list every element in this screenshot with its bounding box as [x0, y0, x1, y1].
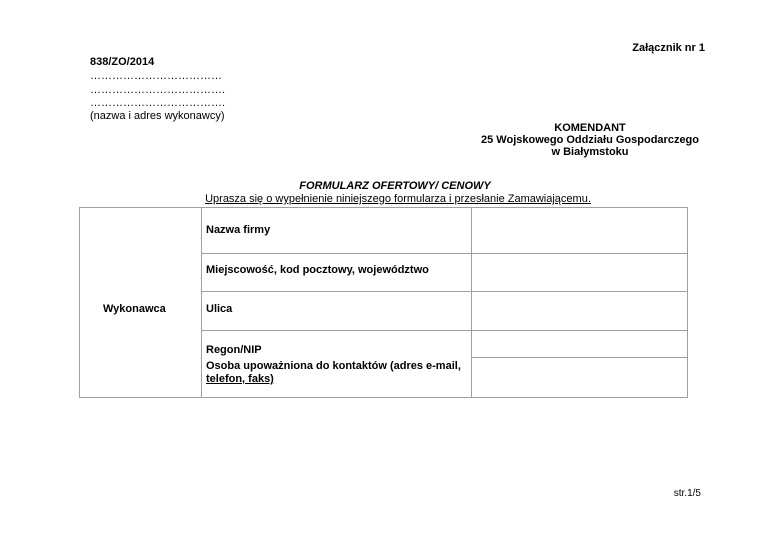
- contractor-label: Wykonawca: [103, 303, 166, 315]
- regon-nip-label: Regon/NIP: [206, 344, 262, 356]
- contractor-note: (nazwa i adres wykonawcy): [90, 110, 225, 122]
- form-instruction: Uprasza się o wypełnienie niniejszego formularza i przesłanie Zamawiającemu.: [205, 193, 591, 205]
- recipient-block: [440, 122, 740, 158]
- page-number: str.1/5: [673, 488, 701, 499]
- reference-number: 838/ZO/2014: [90, 56, 155, 68]
- address-placeholder-line-2: ……………………………….: [90, 84, 226, 96]
- contact-label-line-1: Osoba upoważniona do kontaktów (adres e-mail,: [206, 360, 461, 372]
- address-placeholder-line-1: ………………………………: [90, 70, 222, 82]
- address-placeholder-line-3: ……………………………….: [90, 97, 226, 109]
- table-divider: [201, 330, 688, 331]
- contact-label-line-2: telefon, faks): [206, 373, 274, 385]
- location-label: Miejscowość, kod pocztowy, województwo: [206, 264, 429, 276]
- company-name-label: Nazwa firmy: [206, 224, 271, 236]
- table-divider: [201, 291, 688, 292]
- table-divider: [471, 357, 688, 358]
- table-divider: [201, 208, 202, 397]
- recipient-line-2: 25 Wojskowego Oddziału Gospodarczego: [481, 134, 699, 146]
- contact-person-label: [206, 360, 476, 386]
- table-divider: [201, 253, 688, 254]
- attachment-label: Załącznik nr 1: [632, 42, 705, 54]
- street-label: Ulica: [206, 303, 233, 315]
- recipient-line-1: KOMENDANT: [554, 122, 626, 134]
- recipient-line-3: w Białymstoku: [551, 146, 629, 158]
- form-title: FORMULARZ OFERTOWY/ CENOWY: [299, 180, 491, 192]
